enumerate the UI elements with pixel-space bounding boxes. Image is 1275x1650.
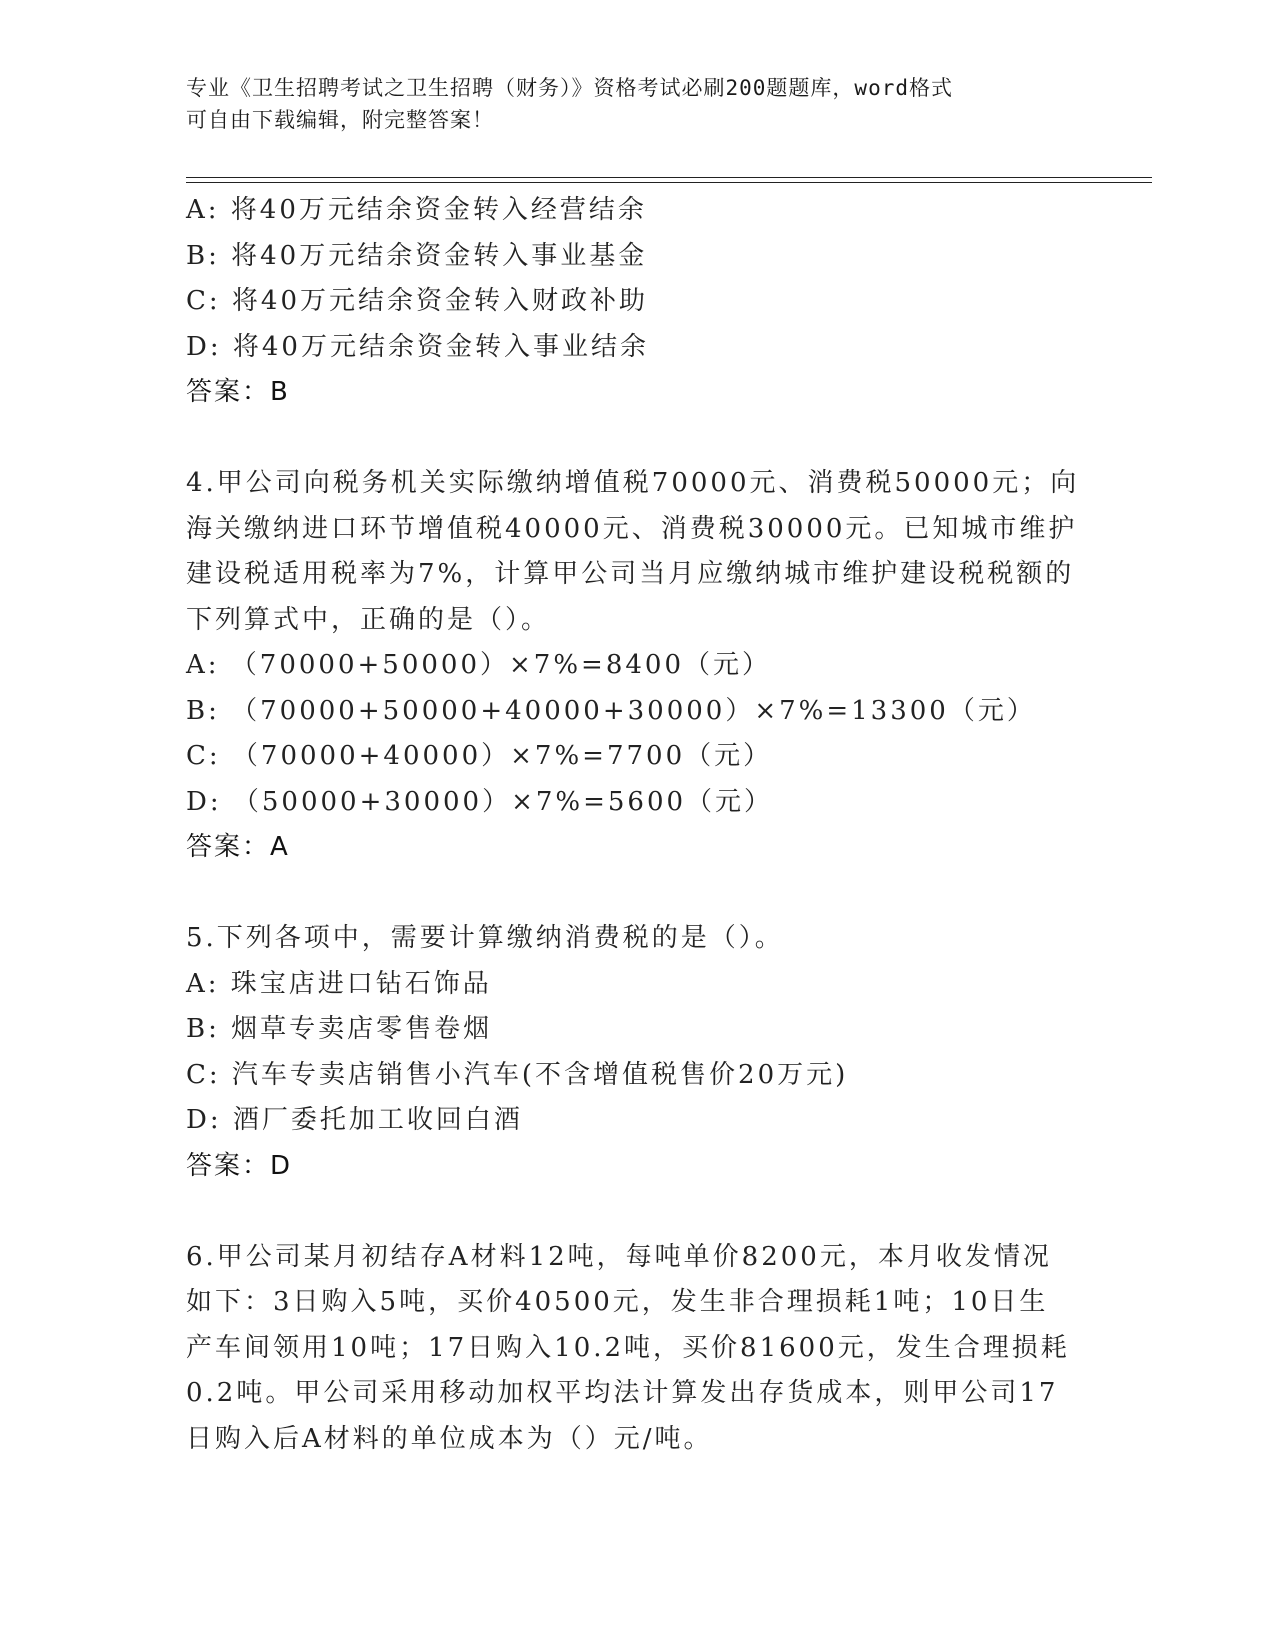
q5-option-c: C: 汽车专卖店销售小汽车(不含增值税售价20万元) [186, 1059, 849, 1090]
question-5-block [186, 916, 1086, 1189]
q4-option-c: C: （70000+40000）×7%=7700（元） [186, 741, 773, 771]
spacer [186, 416, 1086, 462]
q6-text-line-3: 产车间领用10吨；17日购入10.2吨，买价81600元，发生合理损耗 [186, 1332, 1070, 1363]
question-4-block [186, 461, 1086, 871]
q4-answer: 答案：A [186, 832, 290, 862]
q4-option-d: D: （50000+30000）×7%=5600（元） [186, 786, 774, 817]
q3-option-d: D: 将40万元结余资金转入事业结余 [186, 331, 649, 362]
q4-text-line-2: 海关缴纳进口环节增值税40000元、消费税30000元。已知城市维护 [186, 513, 1078, 544]
spacer [186, 871, 1086, 917]
header-divider-bottom [186, 182, 1152, 183]
q4-text-line-4: 下列算式中，正确的是（）。 [186, 604, 551, 635]
header-line-2: 可自由下载编辑，附完整答案！ [186, 108, 494, 132]
header-line-1: 专业《卫生招聘考试之卫生招聘（财务）》资格考试必刷200题题库，word格式 [186, 76, 953, 100]
q3-answer: 答案：B [186, 377, 290, 407]
q6-text-line-1: 6.甲公司某月初结存A材料12吨，每吨单价8200元，本月收发情况 [186, 1241, 1052, 1272]
q6-text-line-5: 日购入后A材料的单位成本为（）元/吨。 [186, 1423, 713, 1454]
q5-option-a: A: 珠宝店进口钻石饰品 [186, 968, 492, 999]
q4-text-line-1: 4.甲公司向税务机关实际缴纳增值税70000元、消费税50000元；向 [186, 468, 1080, 498]
header-divider-top [186, 177, 1152, 178]
q5-answer: 答案：D [186, 1150, 293, 1181]
question-content [186, 188, 1086, 1462]
q6-text-line-4: 0.2吨。甲公司采用移动加权平均法计算发出存货成本，则甲公司17 [186, 1378, 1059, 1408]
document-header [186, 72, 1066, 136]
spacer [186, 1189, 1086, 1235]
q4-option-b: B: （70000+50000+40000+30000）×7%=13300（元） [186, 695, 1036, 726]
q3-option-b: B: 将40万元结余资金转入事业基金 [186, 240, 648, 271]
question-6-block [186, 1235, 1086, 1463]
q4-option-a: A: （70000+50000）×7%=8400（元） [186, 650, 771, 680]
q5-option-b: B: 烟草专卖店零售卷烟 [186, 1014, 493, 1044]
q5-option-d: D: 酒厂委托加工收回白酒 [186, 1105, 523, 1135]
question-3-block [186, 188, 1086, 416]
q6-text-line-2: 如下：3日购入5吨，买价40500元，发生非合理损耗1吨；10日生 [186, 1287, 1049, 1317]
q4-text-line-3: 建设税适用税率为7%，计算甲公司当月应缴纳城市维护建设税税额的 [186, 559, 1075, 589]
q3-option-c: C: 将40万元结余资金转入财政补助 [186, 286, 649, 316]
q3-option-a: A: 将40万元结余资金转入经营结余 [186, 195, 647, 225]
q5-text-line-1: 5.下列各项中，需要计算缴纳消费税的是（）。 [186, 923, 784, 953]
